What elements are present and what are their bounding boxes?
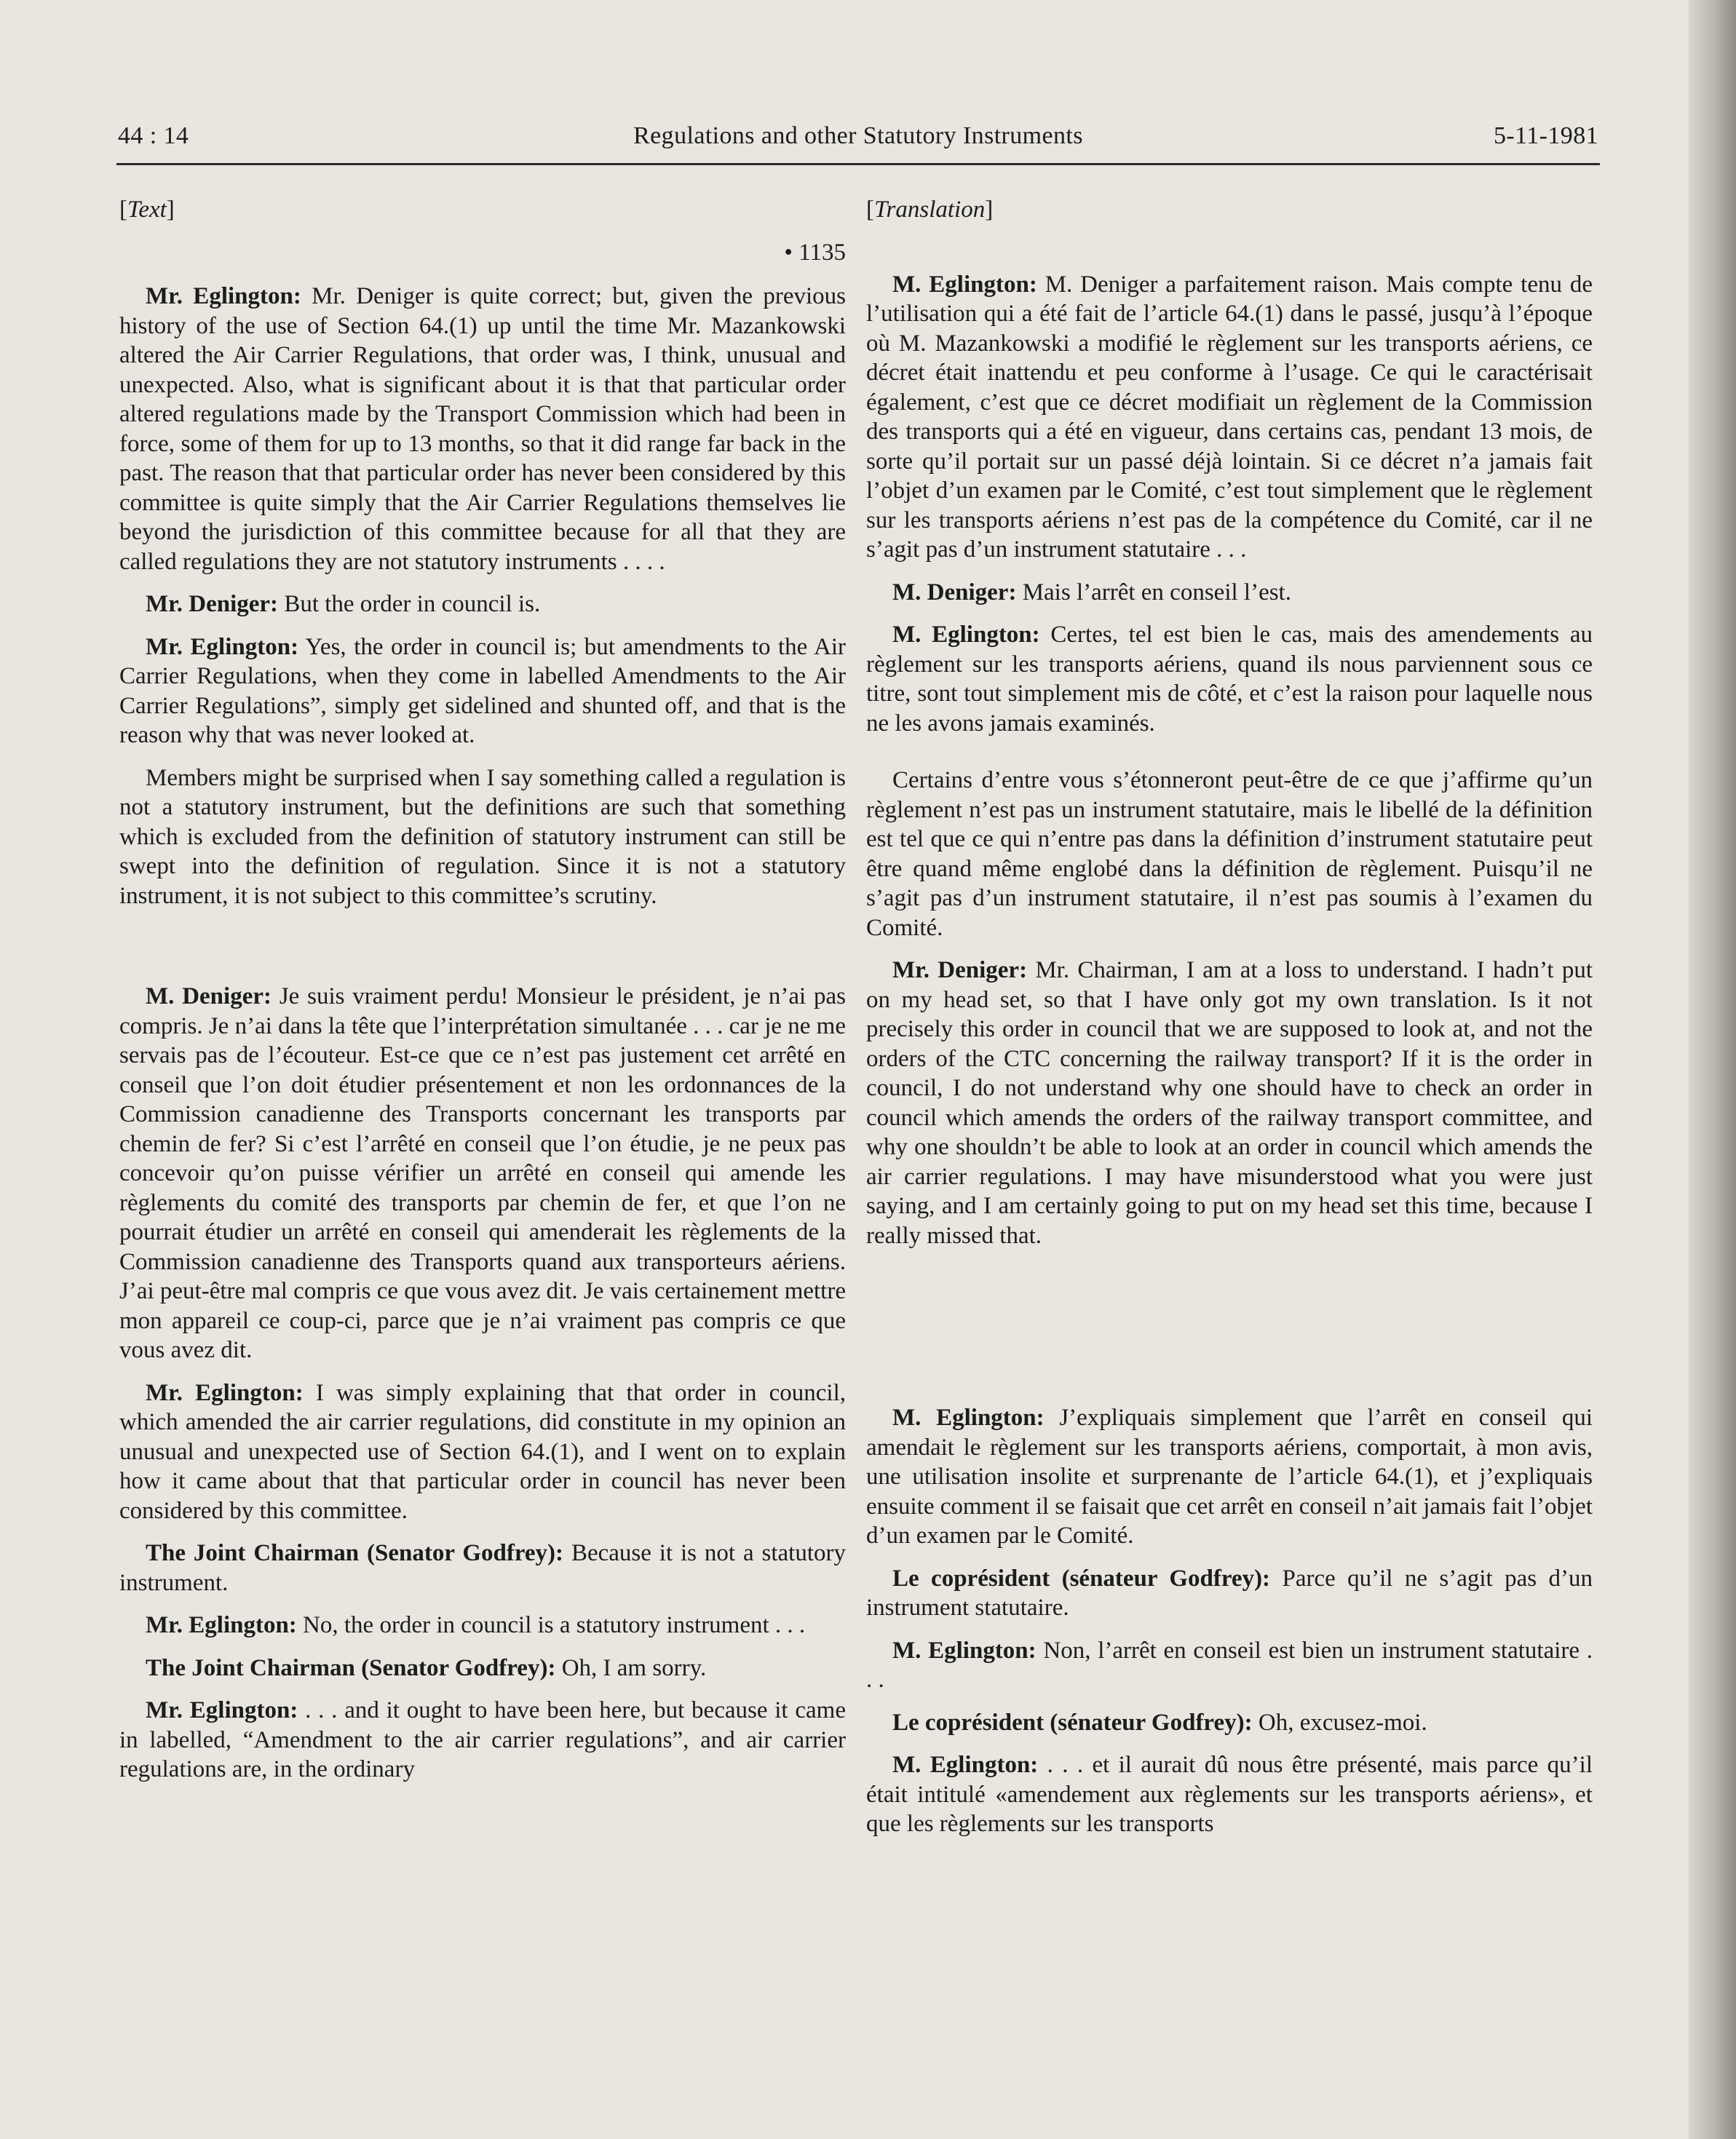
speaker: Mr. Eglington:: [146, 1612, 297, 1638]
speech-text: I was simply explaining that that order in council, which amended the air carrier regulations, did constitute in my opinion an unusual and unexpected use of Section 64.(1), and I went on to explain how it came about that that particular order in council has never been considered by this committee.: [119, 1379, 847, 1524]
speaker: M. Deniger:: [892, 579, 1017, 606]
speech-text: M. Deniger a parfaitement raison. Mais compte tenu de l’utilisation qui a été fait de l’article 64.(1) dans le passé, jusqu’à l’époque où M. Mazankowski a modifié le règlement sur les transports aériens, ce décret était inattendu et peu conforme à l’usage. Ce qui le caractérisait également, c’est que ce décret modifiait un règlement de la Commission des transports qui a été en vigueur, dans certains cas, pendant 13 mois, de sorte qu’il portait sur un passé déjà lointain. Si ce décret n’a jamais fait l’objet d’un examen par le Comité, c’est tout simplement que le règlement sur les transports aériens n’est pas de la compétence du Comité, car il ne s’agit pas d’un instrument statutaire . . .: [866, 271, 1593, 563]
speaker: Mr. Deniger:: [146, 591, 279, 617]
speech-text: J’expliquais simplement que l’arrêt en conseil qui amendait le règlement sur les transports aériens, comportait, à mon avis, une utilisation insolite et surprenante de l’article 64.(1), et j’expliquais ensuite comment il se faisait que cet arrêt en conseil n’ait jamais fait l’objet d’un examen par le Comité.: [866, 1405, 1593, 1549]
speech-paragraph: [119, 1611, 846, 1640]
speech-paragraph: [119, 1654, 846, 1683]
speech-paragraph: [119, 982, 846, 1365]
speaker: M. Eglington:: [892, 1405, 1045, 1431]
speech-text: Members might be surprised when I say something called a regulation is not a statutory instrument, but the definitions are such that something which is excluded from the definition of statutory instrument can still be swept into the definition of regulation. Since it is not a statutory instrument, it is not subject to this committee’s scrutiny.: [119, 764, 846, 909]
speech-paragraph: [866, 1750, 1593, 1839]
speaker: M. Deniger:: [146, 983, 272, 1009]
speaker: Le coprésident (sénateur Godfrey):: [892, 1709, 1253, 1736]
speech-paragraph: [119, 763, 846, 911]
running-head: [118, 122, 1598, 166]
speech-text: No, the order in council is a statutory instrument . . .: [303, 1612, 806, 1638]
issue-date: 5-11-1981: [1494, 122, 1598, 149]
speaker: Mr. Deniger:: [892, 957, 1028, 983]
speaker: Mr. Eglington:: [146, 1379, 304, 1406]
speaker: M. Eglington:: [892, 1637, 1037, 1664]
speaker: M. Eglington:: [892, 622, 1040, 648]
speaker: Mr. Eglington:: [146, 283, 301, 309]
speech-text: Yes, the order in council is; but amendments to the Air Carrier Regulations, when they come in labelled Amendments to the Air Carrier Regulations”, simply get sidelined and shunted off, and that is the reason why that was never looked at.: [119, 633, 846, 748]
speaker: M. Eglington:: [892, 1752, 1039, 1778]
publication-title: Regulations and other Statutory Instruments: [633, 122, 1083, 149]
speech-paragraph: [119, 1696, 846, 1785]
speech-paragraph: [119, 1378, 846, 1526]
speech-paragraph: [866, 1636, 1593, 1695]
speech-paragraph: [866, 620, 1593, 738]
speaker: The Joint Chairman (Senator Godfrey):: [146, 1654, 556, 1681]
speaker: M. Eglington:: [892, 271, 1037, 298]
speech-paragraph: [119, 1539, 846, 1598]
speech-paragraph: [866, 1564, 1593, 1623]
speech-paragraph: [119, 632, 846, 750]
speech-paragraph: [866, 1708, 1593, 1738]
speech-text: Mr. Deniger is quite correct; but, given the previous history of the use of Section 64.(1) up until the time Mr. Mazankowski altered the Air Carrier Regulations, that order was, I think, unusual and unexpected. Also, what is significant about it is that that particular order altered regulations made by the Transport Commission which had been in force, some of them for up to 13 months, so that it did range far back in the past. The reason that that particular order has never been considered by this committee is quite simply that the Air Carrier Regulations themselves lie beyond the jurisdiction of this committee because for all that they are called regulations they are not statutory instruments . . . .: [119, 283, 846, 575]
speech-paragraph: [866, 956, 1593, 1250]
speaker: Mr. Eglington:: [146, 633, 299, 660]
speech-paragraph: [119, 282, 846, 576]
speech-text: . . . and it ought to have been here, but because it came in labelled, “Amendment to the air carrier regulations”, and air carrier regulations are, in the ordinary: [119, 1697, 846, 1782]
speaker: Le coprésident (sénateur Godfrey):: [892, 1565, 1271, 1592]
speech-text: Je suis vraiment perdu! Monsieur le président, je n’ai pas compris. Je n’ai dans la tête que l’interprétation simultanée . . . car je ne me servais pas de l’écouteur. Est-ce que ce n’est pas justement cet arrêté en conseil que l’on doit étudier présentement et non les ordonnances de la Commission canadienne des Transports concernant les transports par chemin de fer? Si c’est l’arrêté en conseil que l’on étudie, je ne peux pas concevoir qu’on puisse vérifier un arrêté en conseil qui amende les règlements du comité des transports par chemin de fer, et que l’on ne pourrait étudier un arrêté en conseil qui amenderait les règlements de la Commission canadienne des Transports quand aux transporteurs aériens. J’ai peut-être mal compris ce que vous avez dit. Je vais certainement mettre mon appareil ce coup-ci, parce que je n’ai vraiment pas compris ce que vous avez dit.: [119, 983, 846, 1363]
speech-paragraph: [866, 1403, 1593, 1551]
time-marker: • 1135: [784, 239, 846, 266]
speech-text: Oh, excusez-moi.: [1258, 1709, 1427, 1736]
speech-text: Mr. Chairman, I am at a loss to understand. I hadn’t put on my head set, so that I have only got my own translation. Is it not precisely this order in council that we are supposed to look at, and not the orders of the CTC concerning the railway transport? If it is the order in council, I do not understand why one should have to check an order in council which amends the orders of the railway transport committee, and why one shouldn’t be able to look at an order in council which amends the air carrier regulations. I may have misunderstood what you were just saying, and I am certainly going to put on my head set this time, because I really missed that.: [866, 957, 1593, 1249]
column-label-translation: [Translation]: [866, 197, 994, 223]
page-number: 44 : 14: [118, 122, 189, 149]
speaker: Mr. Eglington:: [146, 1697, 298, 1723]
speech-paragraph: [866, 766, 1593, 942]
speaker: The Joint Chairman (Senator Godfrey):: [146, 1540, 564, 1566]
header-rule: [116, 163, 1600, 165]
speech-paragraph: [866, 578, 1593, 608]
speech-text: Oh, I am sorry.: [561, 1654, 707, 1681]
speech-text: Mais l’arrêt en conseil l’est.: [1022, 579, 1291, 606]
speech-text: . . . et il aurait dû nous être présenté, mais parce qu’il était intitulé «amendement aux règlements sur les transports aériens», et que les règlements sur les transports: [866, 1752, 1593, 1837]
speech-text: Certains d’entre vous s’étonneront peut-être de ce que j’affirme qu’un règlement n’est pas un instrument statutaire, mais le libellé de la définition est tel que ce qui n’entre pas dans la définition d’instrument statutaire peut être quand même englobé dans la définition de règlement. Puisqu’il ne s’agit pas d’un instrument statutaire, il n’est pas soumis à l’examen du Comité.: [866, 767, 1593, 941]
page-edge: [1689, 0, 1736, 2139]
speech-paragraph: [119, 590, 846, 619]
speech-text: Non, l’arrêt en conseil est bien un instrument statutaire . . .: [866, 1637, 1593, 1693]
column-label-text: [Text]: [119, 197, 175, 223]
speech-paragraph: [866, 270, 1593, 565]
speech-text: Because it is not a statutory instrument.: [119, 1540, 847, 1596]
speech-text: Certes, tel est bien le cas, mais des amendements au règlement sur les transports aériens, quand ils nous parviennent sous ce titre, sont tout simplement mis de côté, et c’est la raison pour laquelle nous ne les avons jamais examinés.: [866, 622, 1593, 737]
right-column: [866, 195, 1593, 1852]
left-column: [119, 195, 846, 1798]
speech-text: Parce qu’il ne s’agit pas d’un instrument statutaire.: [866, 1565, 1593, 1621]
speech-text: But the order in council is.: [284, 591, 541, 617]
